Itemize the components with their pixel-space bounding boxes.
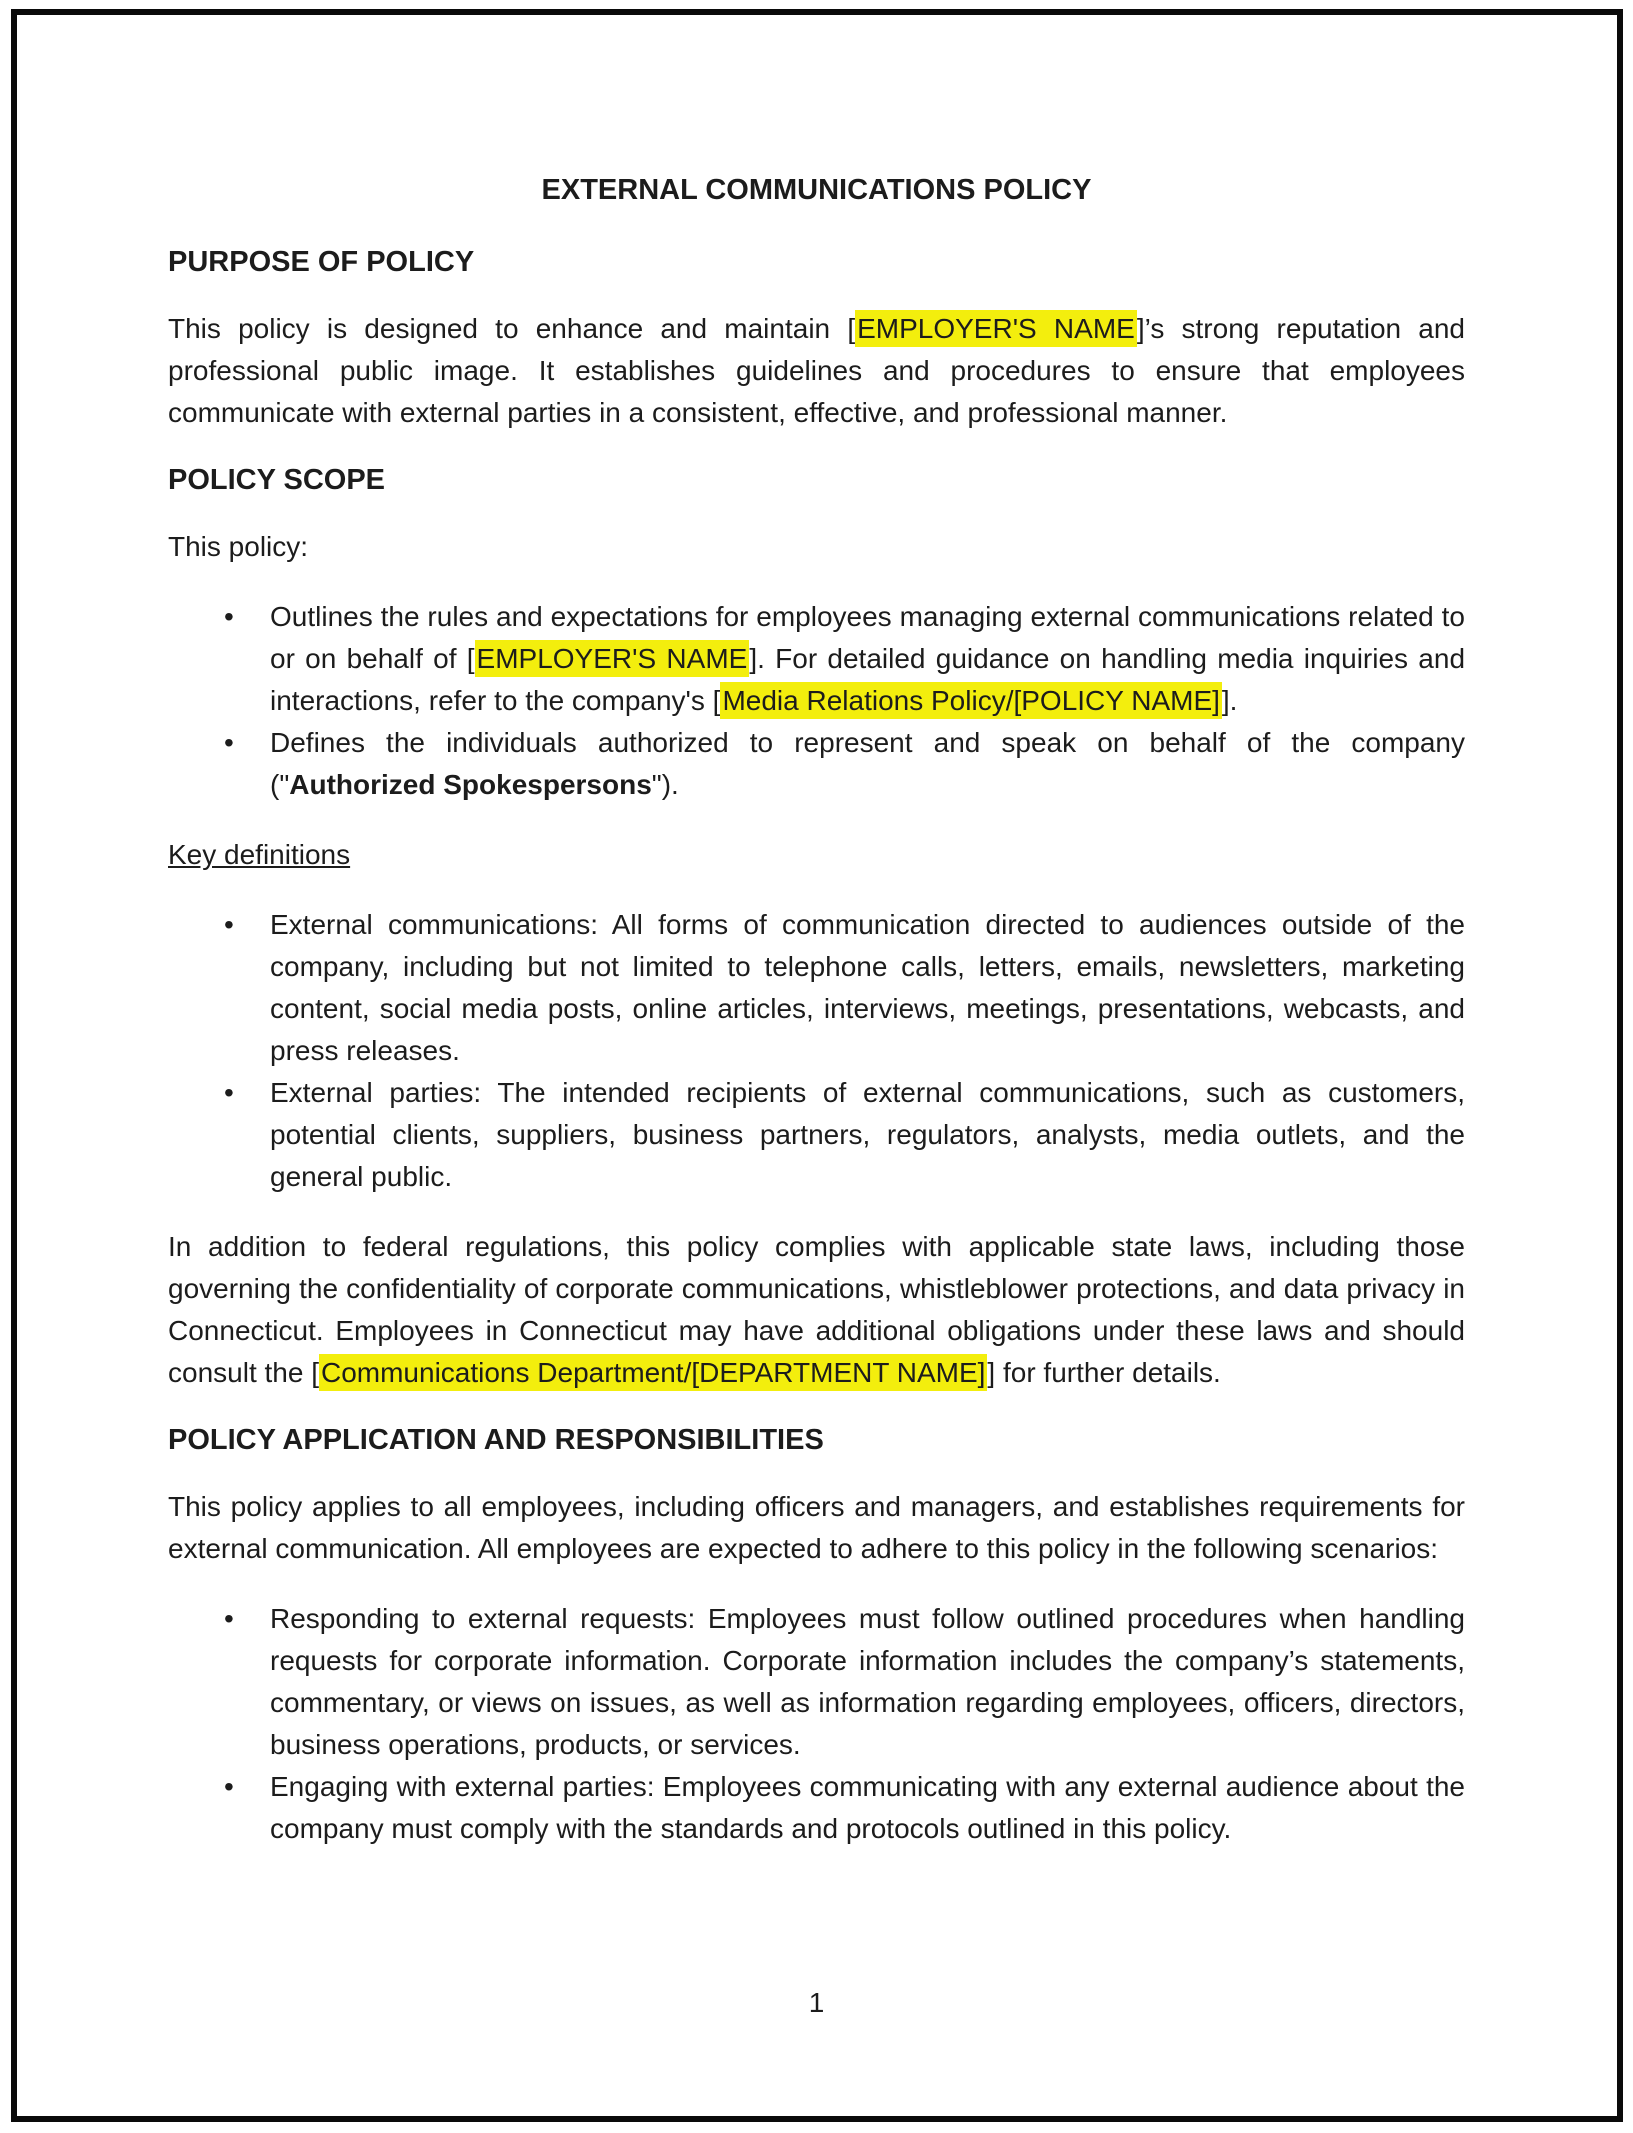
highlight-department-name: Communications Department/[DEPARTMENT NAME]: [319, 1354, 987, 1391]
application-intro: This policy applies to all employees, including officers and managers, and establishes requirements for external communication. All employees are expected to adhere to this policy in the following scenarios:: [168, 1491, 1465, 1564]
list-item: • External parties: The intended recipients of external communications, such as customers, potential clients, suppliers, business partners, regulators, analysts, media outlets, and the general public.: [270, 1072, 1465, 1198]
paragraph-text: In addition to federal regulations, this policy complies with applicable state laws, including those governing the confidentiality of corporate communications, whistleblower protections, and data privacy in Connecticut. Employees in Connecticut may have additional obligations under these laws and should consult the [: [168, 1231, 1465, 1388]
paragraph-text: ].: [1221, 685, 1238, 716]
definitions-bullet-list: [168, 904, 1465, 1198]
document-content: [168, 172, 1465, 1878]
page-number: 1: [808, 1987, 825, 2018]
list-item: [270, 596, 1465, 722]
document-title: EXTERNAL COMMUNICATIONS POLICY: [541, 174, 1092, 206]
paragraph-text: ]. For detailed guidance on handling media inquiries and interactions, refer to the company's [: [270, 643, 1466, 716]
list-item: • Engaging with external parties: Employees communicating with any external audience about the company must comply with the standards and protocols outlined in this policy.: [270, 1766, 1465, 1850]
highlight-employer-name: EMPLOYER'S NAME: [475, 640, 750, 677]
list-item: • External communications: All forms of communication directed to audiences outside of the company, including but not limited to telephone calls, letters, emails, newsletters, marketing content, social media posts, online articles, interviews, meetings, presentations, webcasts, and press releases.: [270, 904, 1465, 1072]
paragraph-text: ]’s strong reputation and professional public image. It establishes guidelines and procedures to ensure that employees communicate with external parties in a consistent, effective, and professional manner.: [168, 313, 1466, 428]
list-item: [270, 722, 1465, 806]
compliance-paragraph: [168, 1226, 1465, 1394]
application-bullet-list: [168, 1598, 1465, 1850]
paragraph-text: ").: [651, 769, 679, 800]
paragraph-text: This policy is designed to enhance and maintain [: [168, 313, 856, 344]
highlight-employer-name: EMPLOYER'S NAME: [855, 310, 1137, 347]
scope-bullet-list: [168, 596, 1465, 806]
list-item: • Responding to external requests: Employees must follow outlined procedures when handling requests for corporate information. Corporate information includes the company’s statements, commentary, or views on issues, as well as information regarding employees, officers, directors, business operations, products, or services.: [270, 1598, 1465, 1766]
section-heading-application: POLICY APPLICATION AND RESPONSIBILITIES: [168, 1424, 824, 1456]
purpose-paragraph: [168, 308, 1465, 434]
section-heading-purpose: PURPOSE OF POLICY: [168, 246, 475, 278]
paragraph-text: ] for further details.: [987, 1357, 1221, 1388]
section-heading-scope: POLICY SCOPE: [168, 464, 386, 496]
section-heading-key-definitions: Key definitions: [168, 839, 351, 870]
paragraph-text: Defines the individuals authorized to represent and speak on behalf of the company (": [270, 727, 1465, 800]
highlight-policy-name: Media Relations Policy/[POLICY NAME]: [720, 682, 1221, 719]
paragraph-text: Outlines the rules and expectations for employees managing external communications related to or on behalf of [: [270, 601, 1465, 674]
bold-text: Authorized Spokespersons: [289, 769, 652, 800]
scope-intro: This policy:: [168, 531, 309, 562]
